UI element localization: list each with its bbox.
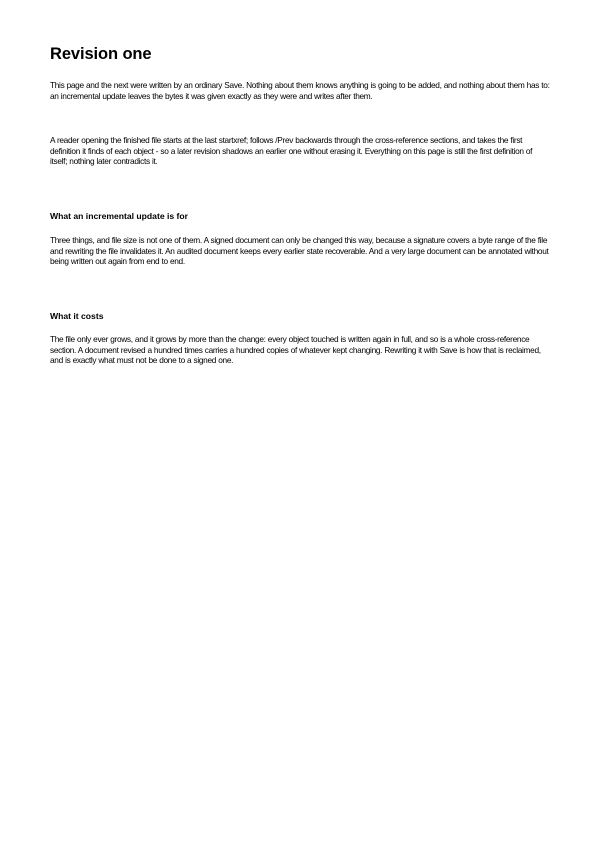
section-body-purpose: Three things, and file size is not one of them. A signed document can only be changed this way, because a signature covers a byte range of the file and rewriting the file invalidates it. An audited document keeps every earlier state recoverable. And a very large document can be annotated without being written out again from end to end. (50, 235, 549, 267)
section-body-cost: The file only ever grows, and it grows by more than the change: every object touched is written again in full, and so is a whole cross-reference section. A document revised a hundred times carries a hundred copies of whatever kept changing. Rewriting it with Save is how that is reclaimed, and is exactly what must not be done to a signed one. (50, 334, 541, 366)
reader-paragraph: A reader opening the finished file starts at the last startxref; follows /Prev backwards through the cross-reference sections, and takes the first definition it finds of each object - so a later revision shadows an earlier one without erasing it. Everything on this page is still the first definition of itself; nothing later contradicts it. (50, 135, 533, 167)
section-heading-purpose: What an incremental update is for (50, 211, 188, 221)
section-heading-cost: What it costs (50, 311, 104, 321)
intro-paragraph: This page and the next were written by an ordinary Save. Nothing about them knows anything is going to be added, and nothing about them has to: an incremental update leaves the bytes it was given exactly as they were and writes after them. (50, 80, 550, 101)
page-title: Revision one (50, 45, 152, 63)
